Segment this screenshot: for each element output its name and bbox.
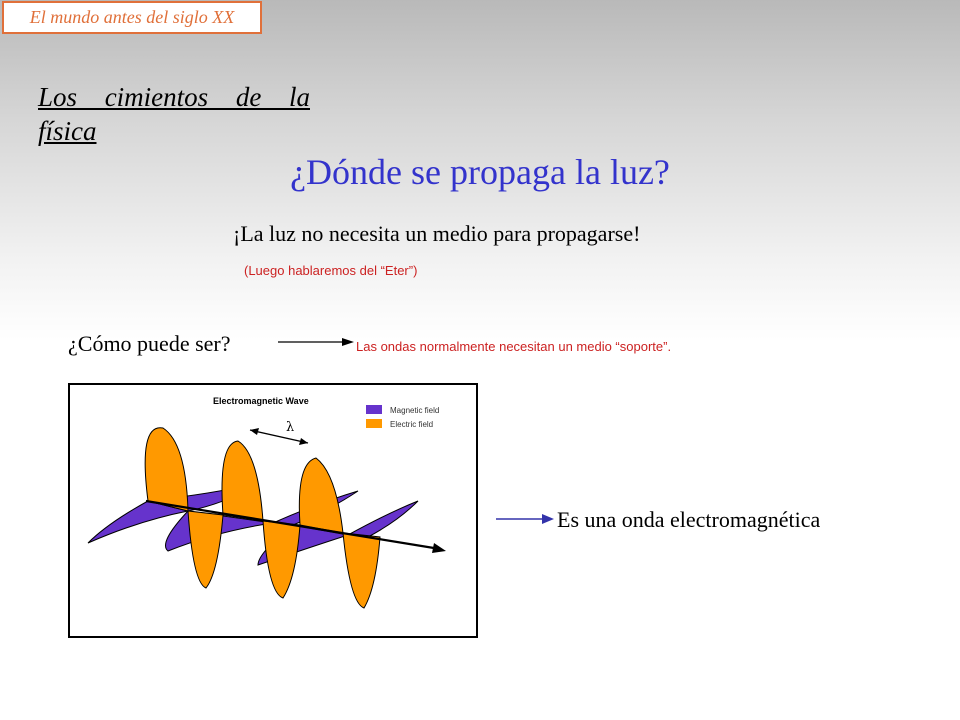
section-title [38, 80, 310, 148]
electromagnetic-wave-figure [68, 383, 478, 638]
ether-note: (Luego hablaremos del “Eter”) [244, 263, 418, 278]
question-text: ¿Cómo puede ser? [68, 331, 231, 356]
header-badge: El mundo antes del siglo XX [2, 1, 262, 34]
page-title: ¿Dónde se propaga la luz? [290, 152, 670, 192]
section-title-line1: Los cimientos de la [38, 82, 310, 112]
magnetic-legend-swatch [366, 405, 382, 414]
figure-title: Electromagnetic Wave [213, 396, 309, 406]
conclusion-text: Es una onda electromagnética [557, 507, 821, 532]
legend-electric-label: Electric field [390, 420, 434, 429]
electric-legend-swatch [366, 419, 382, 428]
right-arrow-icon [276, 334, 356, 350]
wavelength-symbol: λ [286, 420, 295, 435]
statement-text: ¡La luz no necesita un medio para propagarse! [233, 221, 641, 246]
legend-magnetic-label: Magnetic field [390, 406, 440, 415]
right-arrow-icon [494, 509, 556, 529]
explanation-text: Las ondas normalmente necesitan un medio “soporte”. [356, 339, 672, 354]
section-title-line2: física [38, 116, 97, 146]
